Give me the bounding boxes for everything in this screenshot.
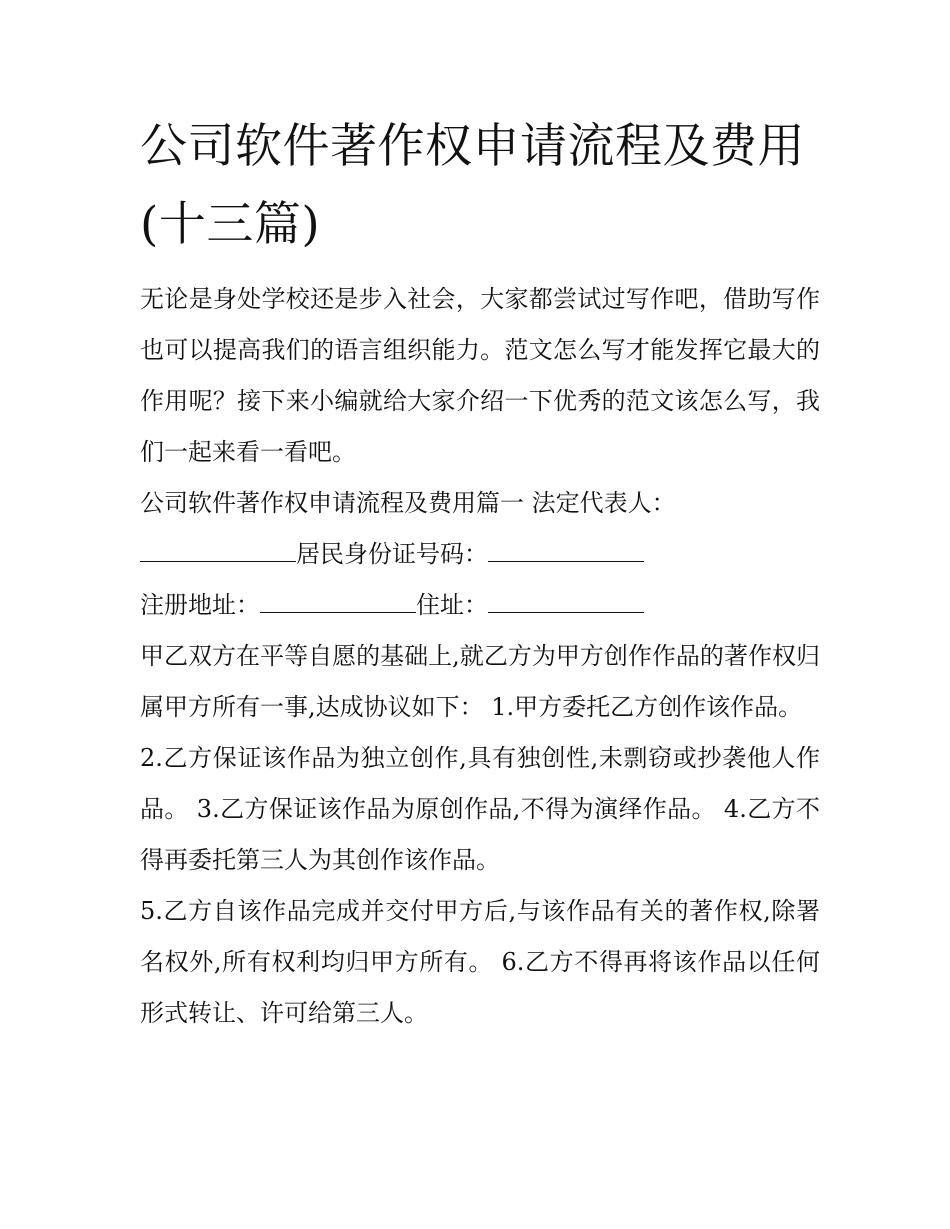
id-number-label: 居民身份证号码： — [296, 540, 488, 568]
document-title: 公司软件著作权申请流程及费用(十三篇) — [140, 119, 805, 252]
address-blank — [488, 584, 644, 613]
address-label: 住址： — [416, 591, 488, 619]
registered-address-blank — [260, 584, 416, 613]
clauses-5-6-paragraph: 5.乙方自该作品完成并交付甲方后,与该作品有关的著作权,除署名权外,所有权利均归甲方所有。 6.乙方不得再将该作品以任何形式转让、许可给第三人。 — [140, 897, 820, 1027]
registered-address-label: 注册地址： — [140, 591, 260, 619]
representative-blank — [140, 533, 296, 562]
document-page — [140, 108, 820, 1039]
section-heading-line: 公司软件著作权申请流程及费用篇一 法定代表人： — [140, 489, 676, 517]
address-line — [140, 580, 820, 631]
id-number-line — [140, 529, 820, 580]
id-number-blank — [488, 533, 644, 562]
clauses-2-4-paragraph: 2.乙方保证该作品为独立创作,具有独创性,未剽窃或抄袭他人作品。 3.乙方保证该作品为原创作品,不得为演绎作品。 4.乙方不得再委托第三人为其创作该作品。 — [140, 744, 820, 874]
intro-paragraph: 无论是身处学校还是步入社会，大家都尝试过写作吧，借助写作也可以提高我们的语言组织能力。范文怎么写才能发挥它最大的作用呢？接下来小编就给大家介绍一下优秀的范文该怎么写，我们一起来看一看吧。 — [140, 285, 820, 466]
agreement-paragraph: 甲乙双方在平等自愿的基础上,就乙方为甲方创作作品的著作权归属甲方所有一事,达成协议如下： 1.甲方委托乙方创作该作品。 — [140, 642, 820, 721]
